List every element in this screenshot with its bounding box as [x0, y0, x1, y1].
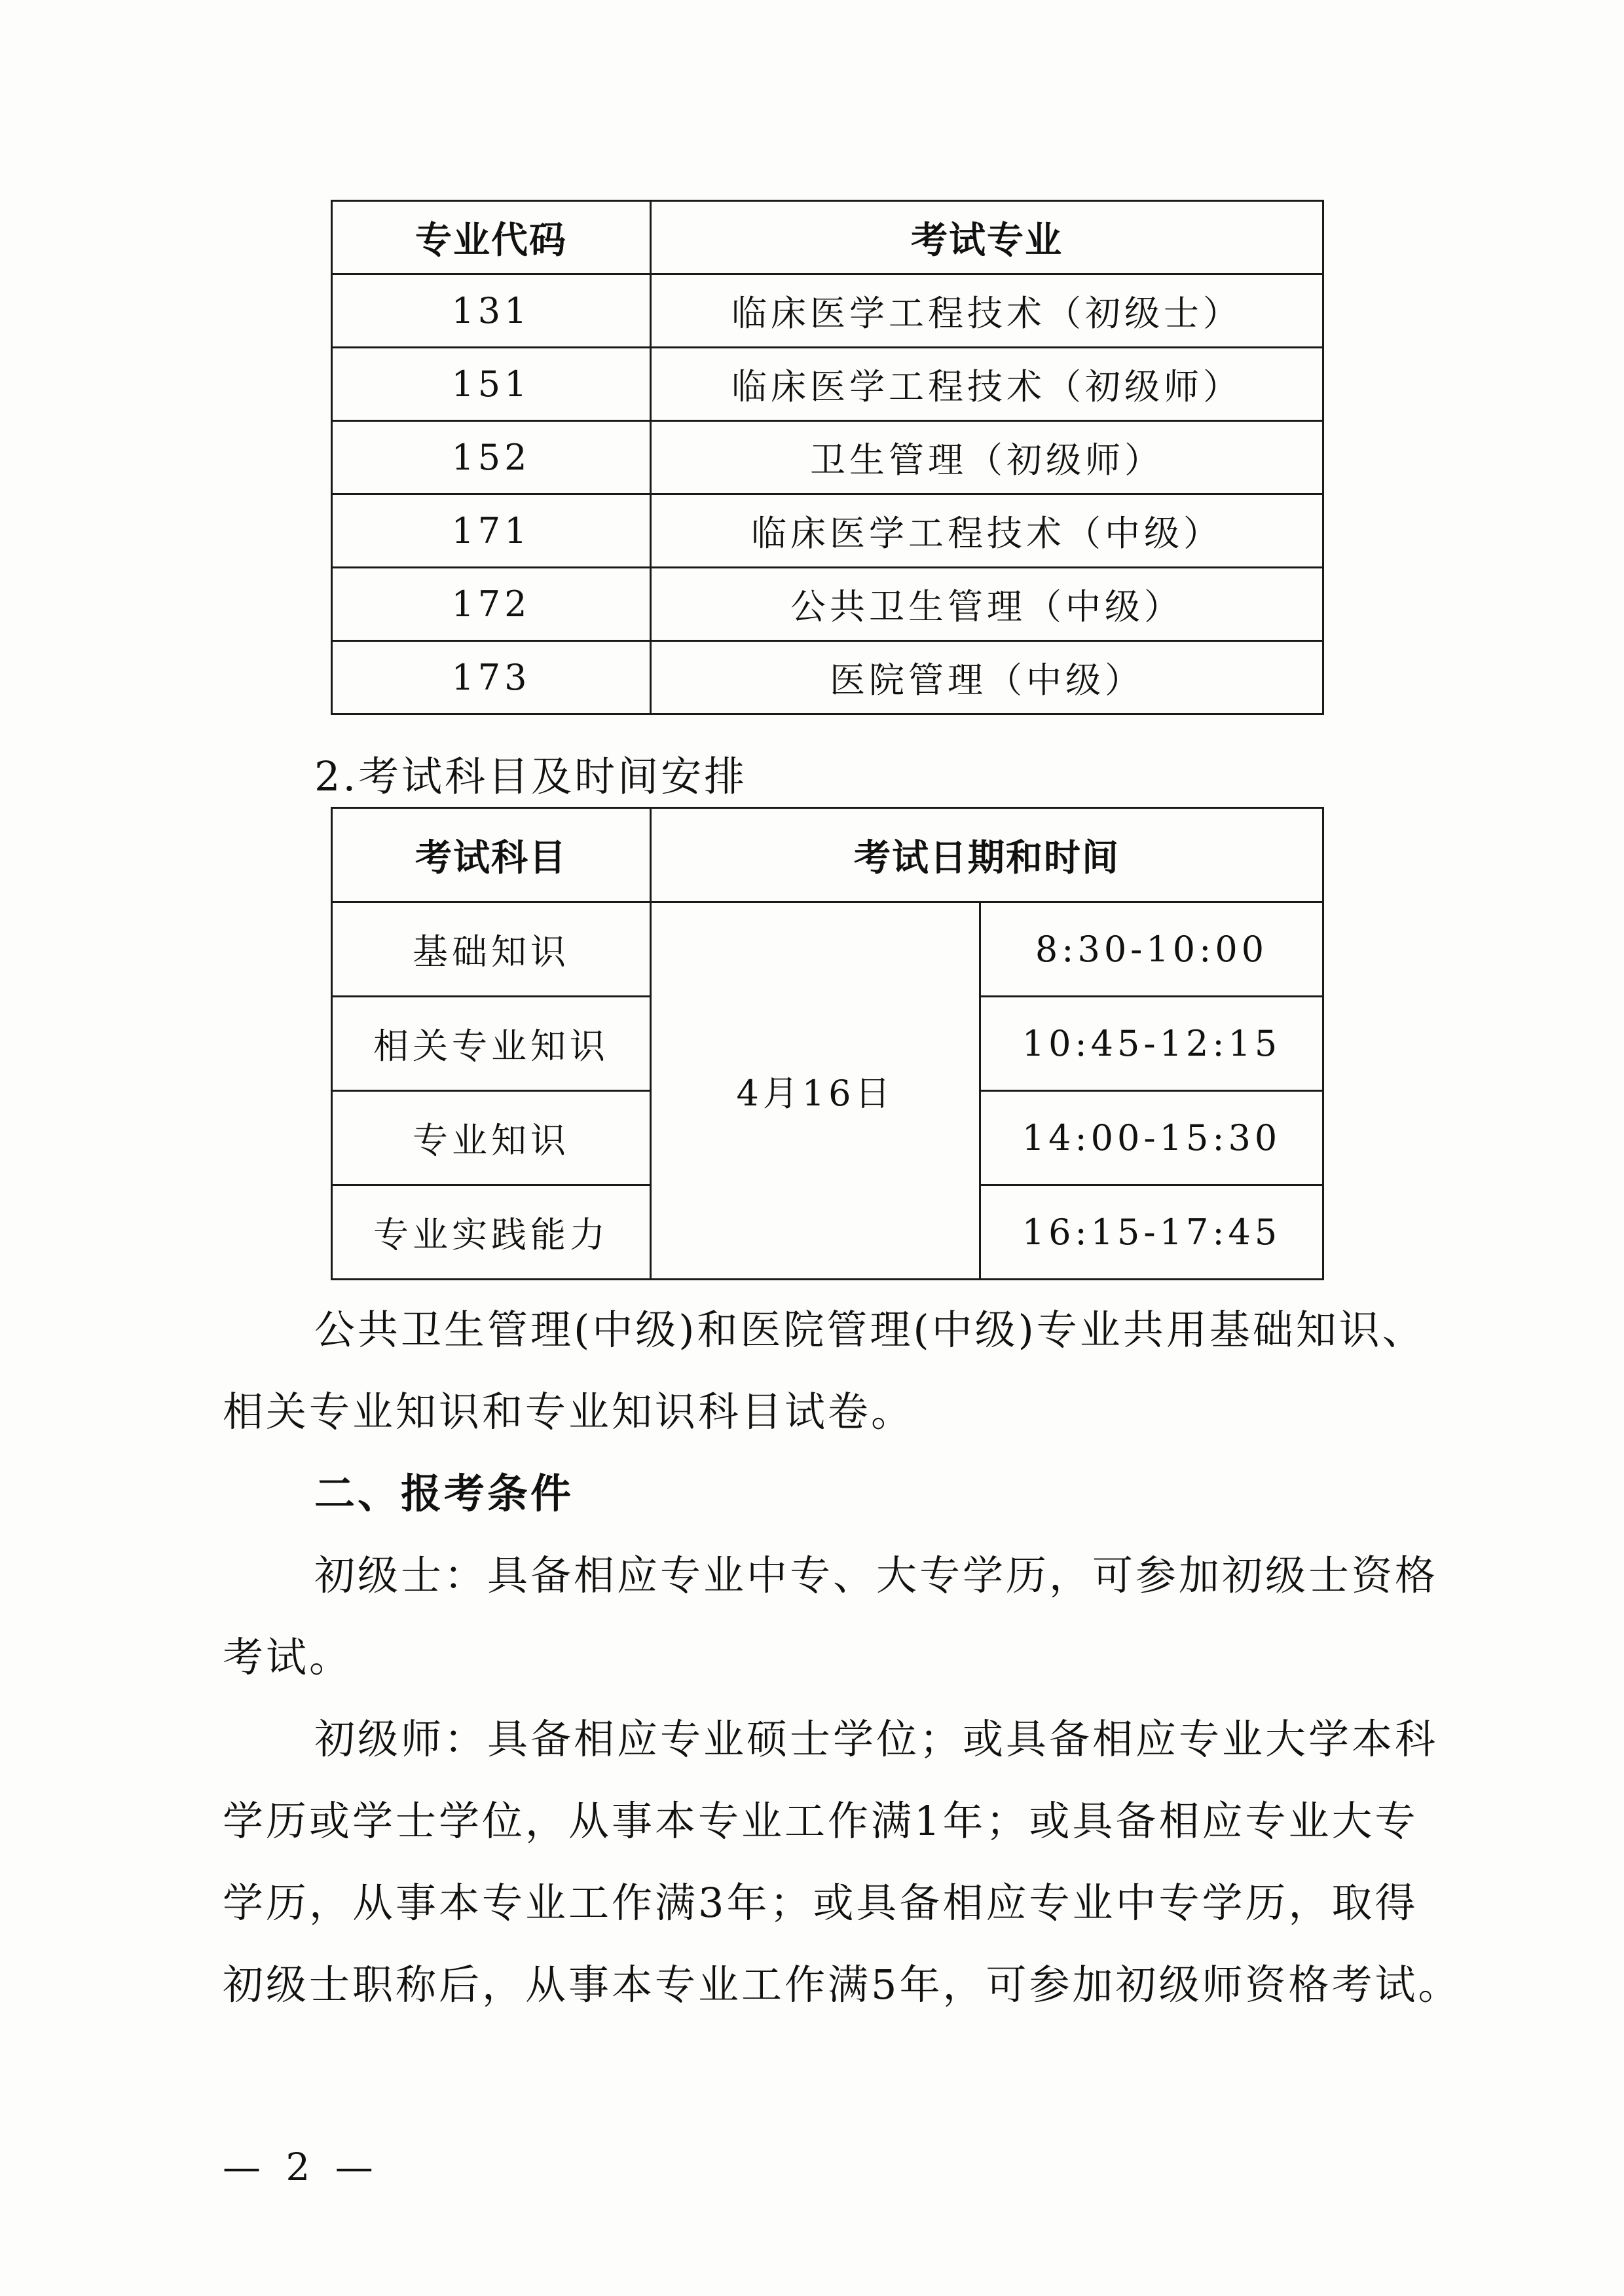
page-number: — 2 — — [223, 2145, 380, 2189]
specialty-code: 173 — [332, 641, 651, 714]
exam-time: 16:15-17:45 — [980, 1185, 1323, 1280]
table-row — [332, 641, 1323, 714]
table-row — [332, 274, 1323, 348]
exam-subject: 专业实践能力 — [332, 1185, 651, 1280]
specialty-code: 152 — [332, 421, 651, 494]
table-row — [332, 494, 1323, 568]
paragraph-line: 学历或学士学位，从事本专业工作满1年；或具备相应专业大专 — [223, 1797, 1418, 1845]
exam-date: 4月16日 — [651, 902, 980, 1280]
paragraph-line: 初级师：具备相应专业硕士学位；或具备相应专业大学本科 — [314, 1715, 1439, 1763]
specialty-name: 临床医学工程技术（初级师） — [651, 348, 1323, 421]
exam-time: 10:45-12:15 — [980, 997, 1323, 1091]
specialty-name: 临床医学工程技术（中级） — [651, 494, 1323, 568]
exam-subject: 基础知识 — [332, 902, 651, 997]
exam-subject: 专业知识 — [332, 1091, 651, 1185]
table-header-row — [332, 808, 1323, 902]
table-row — [332, 902, 1323, 997]
section-2-heading: 2.考试科目及时间安排 — [314, 752, 748, 800]
paragraph-line: 学历，从事本专业工作满3年；或具备相应专业中专学历，取得 — [223, 1879, 1418, 1927]
exam-time: 14:00-15:30 — [980, 1091, 1323, 1185]
table-header-cell: 考试日期和时间 — [651, 808, 1323, 902]
specialty-name: 医院管理（中级） — [651, 641, 1323, 714]
table-header-row — [332, 201, 1323, 274]
table-row — [332, 568, 1323, 641]
paragraph-line: 考试。 — [223, 1633, 353, 1681]
exam-schedule-table — [331, 807, 1324, 1280]
table-row — [332, 421, 1323, 494]
paragraph-line: 初级士职称后，从事本专业工作满5年，可参加初级师资格考试。 — [223, 1961, 1462, 2009]
specialty-code: 172 — [332, 568, 651, 641]
specialty-name: 公共卫生管理（中级） — [651, 568, 1323, 641]
table-header-cell: 专业代码 — [332, 201, 651, 274]
exam-subject: 相关专业知识 — [332, 997, 651, 1091]
table-header-cell: 考试科目 — [332, 808, 651, 902]
note-line: 相关专业知识和专业知识科目试卷。 — [223, 1388, 915, 1435]
table-row — [332, 348, 1323, 421]
specialty-code: 131 — [332, 274, 651, 348]
section-heading: 二、报考条件 — [314, 1470, 574, 1517]
specialty-name: 卫生管理（初级师） — [651, 421, 1323, 494]
exam-time: 8:30-10:00 — [980, 902, 1323, 997]
specialty-code: 171 — [332, 494, 651, 568]
paragraph-line: 初级士：具备相应专业中专、大专学历，可参加初级士资格 — [314, 1551, 1439, 1599]
specialty-code: 151 — [332, 348, 651, 421]
table-header-cell: 考试专业 — [651, 201, 1323, 274]
exam-specialty-table — [331, 200, 1324, 715]
specialty-name: 临床医学工程技术（初级士） — [651, 274, 1323, 348]
note-line: 公共卫生管理(中级)和医院管理(中级)专业共用基础知识、 — [314, 1306, 1426, 1354]
